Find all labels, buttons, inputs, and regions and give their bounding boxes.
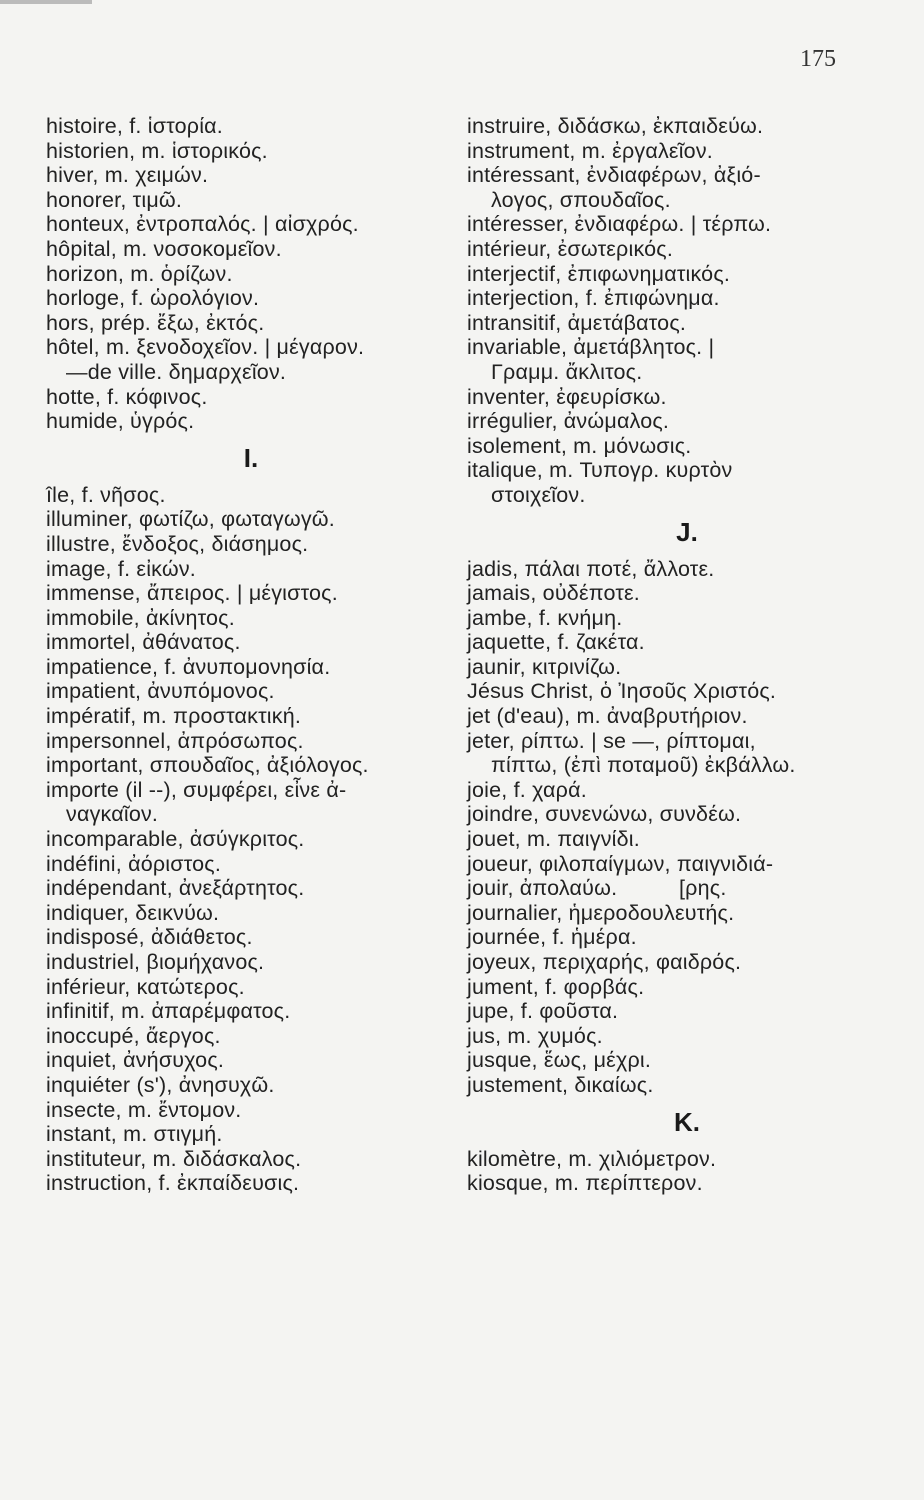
entry: joyeux, περιχαρής, φαιδρός.: [467, 950, 742, 974]
entry: inoccupé, ἄεργος.: [46, 1023, 221, 1048]
entry: impératif, m. προστακτική.: [46, 704, 302, 729]
entry: journée, f. ἡμέρα.: [467, 925, 637, 950]
entry: jouet, m. παιγνίδι.: [467, 827, 640, 852]
entry: interjection, f. ἐπιφώνημα.: [467, 286, 720, 311]
entry: indéfini, ἀόριστος.: [46, 851, 222, 876]
scan-edge-mark: [0, 0, 92, 4]
entry: journalier, ἡμεροδουλευτής.: [467, 900, 735, 925]
entry: hiver, m. χειμών.: [46, 163, 209, 188]
entry: important, σπουδαῖος, ἀξιόλογος.: [46, 753, 369, 778]
entry: kiosque, m. περίπτερον.: [467, 1171, 703, 1196]
entry: île, f. νῆσος.: [46, 482, 166, 507]
left-column: [46, 114, 456, 1196]
entry: impatient, ἀνυπόμονος.: [46, 679, 275, 704]
entry: impatience, f. ἀνυπομονησία.: [46, 654, 331, 679]
section-heading-j: J.: [676, 516, 698, 547]
entry: intéressant, ἐνδιαφέρων, ἀξιό-: [467, 163, 761, 188]
entry: inférieur, κατώτερος.: [46, 974, 245, 999]
entry: immense, ἄπειρος. | μέγιστος.: [46, 581, 338, 606]
entry: horizon, m. ὁρίζων.: [46, 261, 233, 286]
entry: hotte, f. κόφινος.: [46, 384, 208, 409]
entry: jambe, f. κνήμη.: [467, 605, 623, 630]
entry: indisposé, ἀδιάθετος.: [46, 925, 253, 950]
entry: invariable, ἀμετάβλητος. |: [467, 335, 715, 360]
entry: interjectif, ἐπιφωνηματικός.: [467, 261, 731, 286]
entry: instrument, m. ἐργαλεῖον.: [467, 138, 713, 163]
entry: jument, f. φορβάς.: [467, 974, 645, 999]
entry: hôpital, m. νοσοκομεῖον.: [46, 236, 282, 261]
entry: jadis, πάλαι ποτέ, ἄλλοτε.: [467, 556, 715, 581]
entry: intéresser, ἐνδιαφέρω. | τέρπω.: [467, 212, 772, 237]
entry: industriel, βιομήχανος.: [46, 950, 265, 974]
entry: inquiéter (s'), ἀνησυχῶ.: [46, 1072, 275, 1097]
entry: impersonnel, ἀπρόσωπος.: [46, 728, 304, 753]
entry: joie, f. χαρά.: [467, 777, 587, 802]
entry: jouir, ἀπολαύω. [ρης.: [467, 876, 727, 901]
entry-continuation: λογος, σπουδαῖος.: [491, 187, 671, 212]
entry: honorer, τιμῶ.: [46, 187, 183, 212]
entry: kilomètre, m. χιλιόμετρον.: [467, 1146, 717, 1171]
entry: intransitif, ἀμετάβατος.: [467, 310, 687, 335]
entry: italique, m. Τυπογρ. κυρτὸν: [467, 458, 733, 483]
entry: horloge, f. ὡρολόγιον.: [46, 286, 260, 311]
entry: irrégulier, ἀνώμαλος.: [467, 409, 670, 434]
entry-continuation: πίπτω, (ἐπὶ ποταμοῦ) ἐκβάλλω.: [491, 753, 796, 778]
entry: hôtel, m. ξενοδοχεῖον. | μέγαρον.: [46, 335, 365, 360]
entry: immortel, ἀθάνατος.: [46, 630, 241, 655]
entry: jet (d'eau), m. ἀναβρυτήριον.: [467, 704, 748, 729]
entry: joueur, φιλοπαίγμων, παιγνιδιά-: [467, 851, 774, 876]
entry: Jésus Christ, ὁ Ἰησοῦς Χριστός.: [467, 679, 777, 704]
entry: honteux, ἐντροπαλός. | αἰσχρός.: [46, 212, 359, 237]
entry: humide, ὑγρός.: [46, 409, 195, 434]
entry: jaunir, κιτρινίζω.: [467, 654, 622, 679]
entry-continuation: Γραμμ. ἄκλιτος.: [491, 359, 643, 384]
entry: illuminer, φωτίζω, φωταγωγῶ.: [46, 507, 335, 532]
entry: instituteur, m. διδάσκαλος.: [46, 1146, 302, 1171]
entry: illustre, ἔνδοξος, διάσημος.: [46, 531, 309, 556]
right-column: [467, 114, 907, 1196]
entry: hors, prép. ἔξω, ἐκτός.: [46, 310, 265, 335]
entry: inquiet, ἀνήσυχος.: [46, 1048, 225, 1073]
entry-continuation: στοιχεῖον.: [491, 482, 586, 507]
page-number: 175: [800, 46, 836, 72]
entry: instant, m. στιγμή.: [46, 1122, 223, 1147]
entry: jupe, f. φοῦστα.: [467, 999, 619, 1024]
entry: inventer, ἐφευρίσκω.: [467, 384, 667, 409]
entry-continuation: ναγκαῖον.: [66, 802, 159, 827]
entry: joindre, συνενώνω, συνδέω.: [467, 802, 742, 827]
entry: jeter, ρίπτω. | se —, ρίπτομαι,: [467, 728, 756, 753]
entry: instruire, διδάσκω, ἐκπαιδεύω.: [467, 114, 764, 138]
section-heading-i: I.: [243, 442, 259, 473]
entry: importe (il --), συμφέρει, εἶνε ἀ-: [46, 777, 347, 802]
entry: jaquette, f. ζακέτα.: [467, 630, 645, 655]
entry-continuation: —de ville. δημαρχεῖον.: [66, 359, 287, 384]
entry: infinitif, m. ἀπαρέμφατος.: [46, 999, 291, 1024]
entry: incomparable, ἀσύγκριτος.: [46, 827, 305, 852]
entry: indiquer, δεικνύω.: [46, 900, 220, 925]
section-heading-k: K.: [674, 1106, 700, 1137]
entry: indépendant, ἀνεξάρτητος.: [46, 876, 305, 901]
entry: histoire, f. ἱστορία.: [46, 114, 223, 138]
entry: immobile, ἀκίνητος.: [46, 605, 235, 630]
entry: justement, δικαίως.: [467, 1072, 654, 1097]
entry: intérieur, ἐσωτερικός.: [467, 236, 674, 261]
entry: isolement, m. μόνωσις.: [467, 433, 692, 458]
entry: insecte, m. ἔντομον.: [46, 1097, 242, 1122]
entry: jamais, οὐδέποτε.: [467, 581, 640, 606]
entry: historien, m. ἱστορικός.: [46, 138, 268, 163]
entry: jus, m. χυμός.: [467, 1023, 603, 1048]
entry: instruction, f. ἐκπαίδευσις.: [46, 1171, 300, 1196]
entry: image, f. εἰκών.: [46, 556, 196, 581]
entry: jusque, ἕως, μέχρι.: [467, 1048, 652, 1073]
